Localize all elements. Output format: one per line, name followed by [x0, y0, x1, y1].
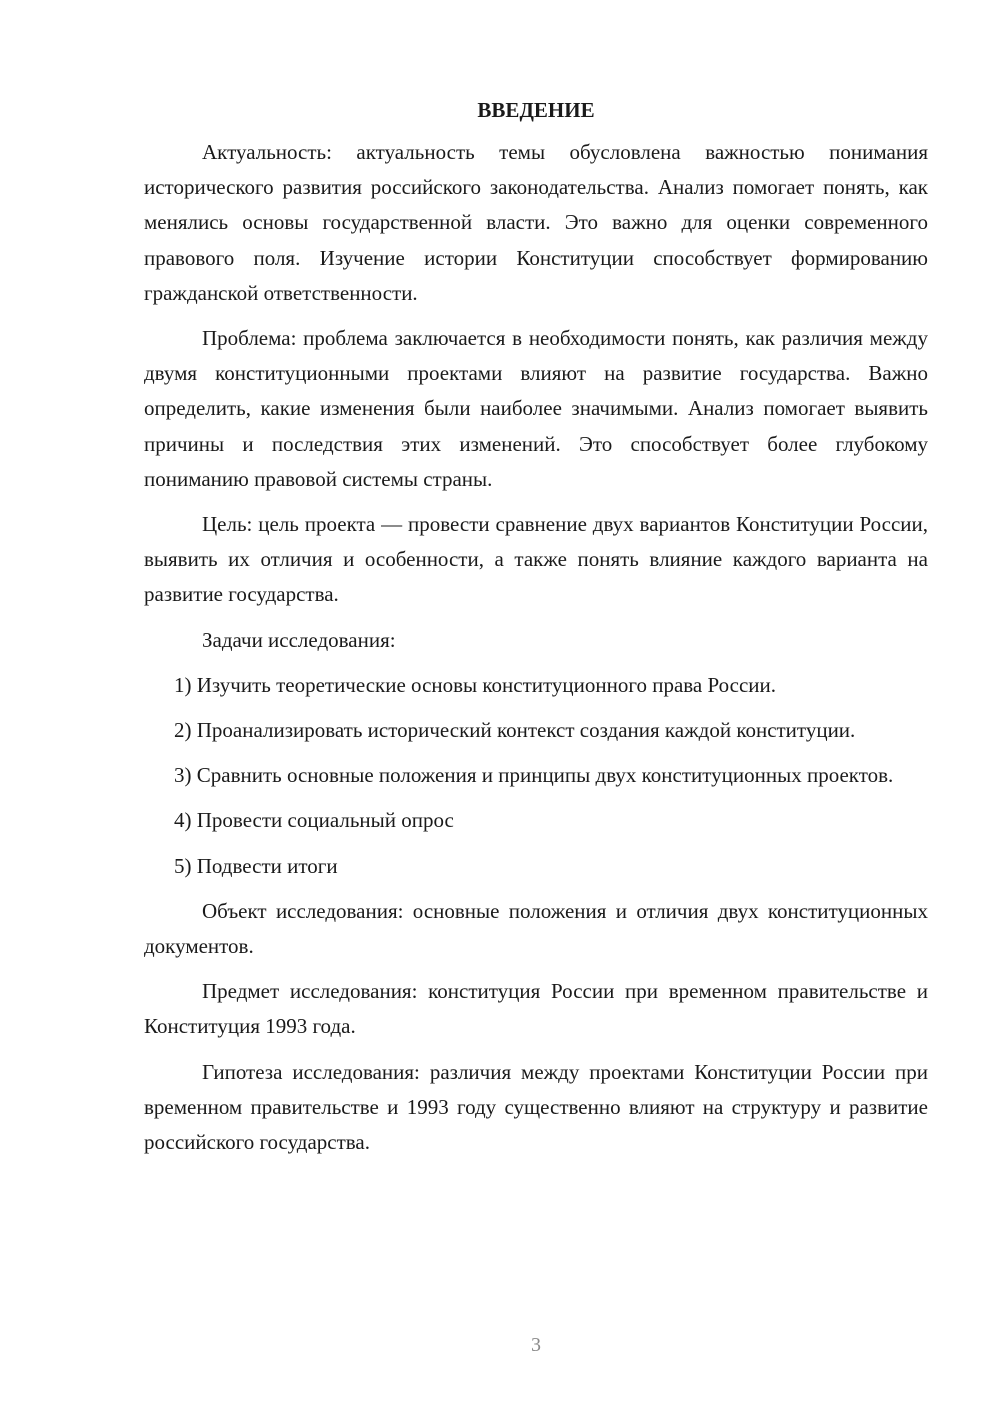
- task-item-1: 1) Изучить теоретические основы конституционного права России.: [174, 672, 777, 697]
- task-item-2: 2) Проанализировать исторический контекст создания каждой конституции.: [174, 718, 856, 743]
- hypothesis-paragraph: Гипотеза исследования: различия между проектами Конституции России при временном правительстве и 1993 году существенно влияют на структуру и развитие российского государства.: [144, 1059, 928, 1155]
- subject-paragraph: Предмет исследования: конституция России при временном правительстве и Конституция 1993 года.: [144, 979, 928, 1039]
- page-content: [144, 95, 928, 1170]
- task-item-4: 4) Провести социальный опрос: [174, 808, 454, 833]
- goal-paragraph: Цель: цель проекта — провести сравнение двух вариантов Конституции России, выявить их отличия и особенности, а также понять влияние каждого варианта на развитие государства.: [144, 512, 928, 607]
- task-item-3: 3) Сравнить основные положения и принципы двух конституционных проектов.: [174, 763, 894, 788]
- page-number: 3: [531, 1334, 541, 1356]
- object-paragraph: Объект исследования: основные положения и отличия двух конституционных документов.: [144, 898, 928, 959]
- section-title: ВВЕДЕНИЕ: [477, 98, 595, 122]
- tasks-heading: Задачи исследования:: [202, 627, 396, 652]
- relevance-paragraph: Актуальность: актуальность темы обусловлена важностью понимания исторического развития российского законодательства. Анализ помогает понять, как менялись основы государственной власти. Это важно для оценки современного правового поля. Изучение истории Конституции способствует формированию гражданской ответственности.: [144, 140, 928, 305]
- task-item-5: 5) Подвести итоги: [174, 853, 338, 878]
- problem-paragraph: Проблема: проблема заключается в необходимости понять, как различия между двумя конституционными проектами влияют на развитие государства. Важно определить, какие изменения были наиболее значимыми. Анализ помогает выявить причины и последствия этих изменений. Это способствует более глубокому пониманию правовой системы страны.: [144, 326, 928, 491]
